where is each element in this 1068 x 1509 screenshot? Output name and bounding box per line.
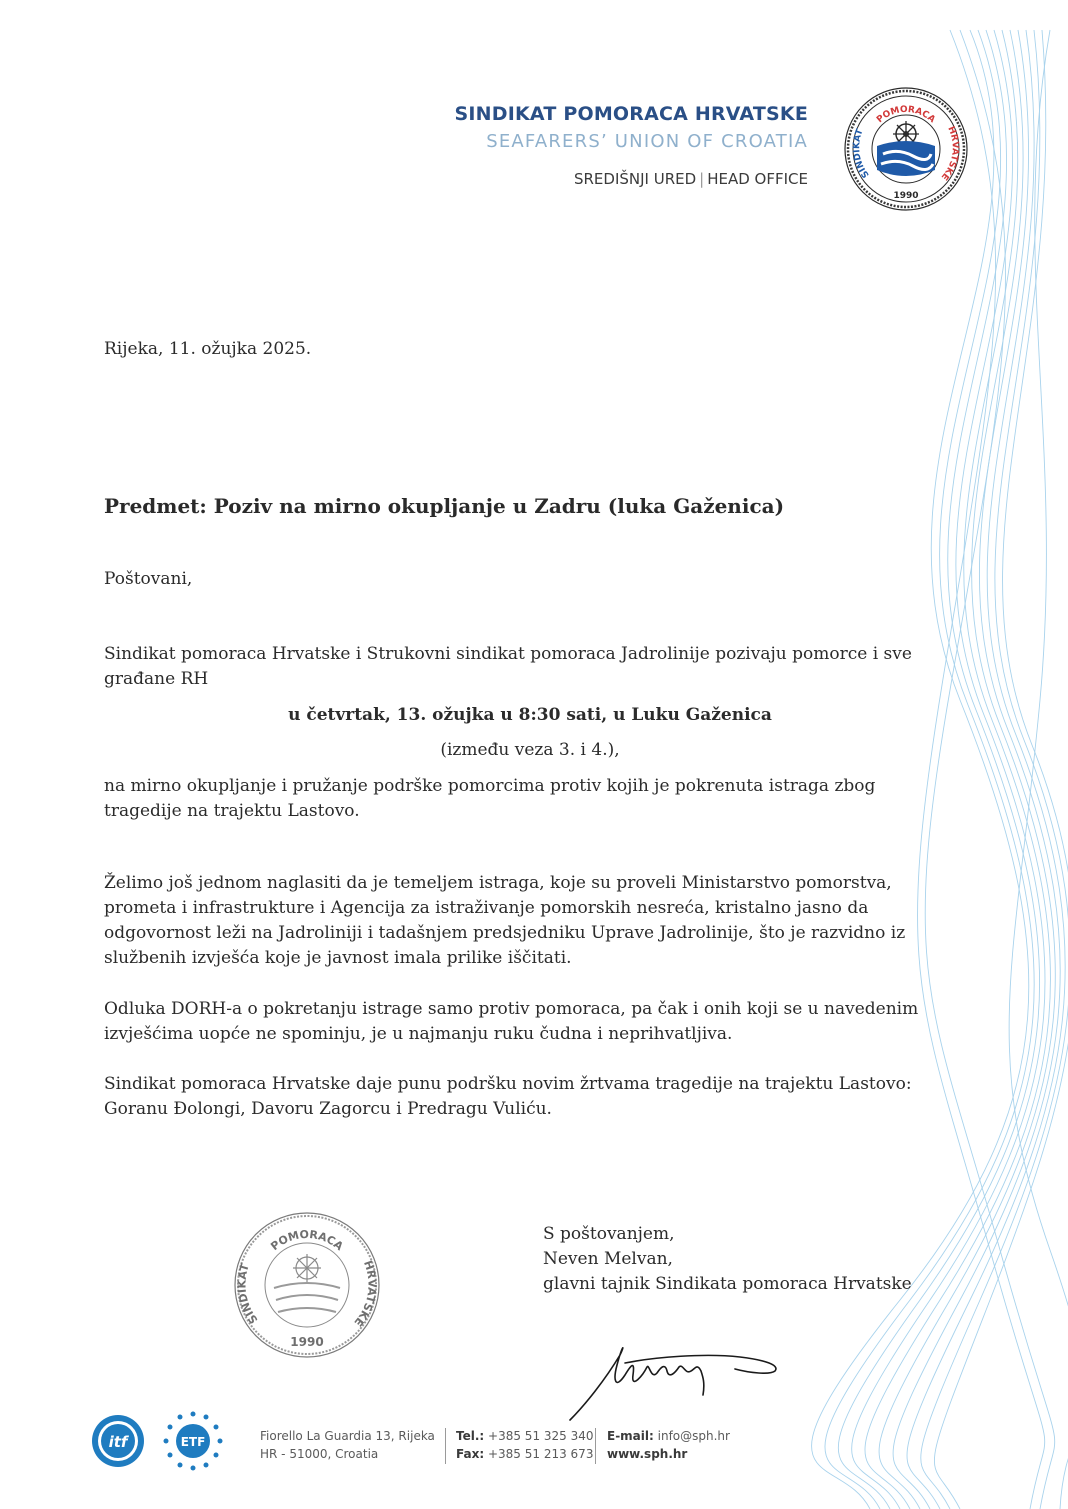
intro-line: građane RH (104, 669, 209, 689)
event-berth: (između veza 3. i 4.), (440, 740, 620, 760)
paragraph-line: službenih izvješća koje je javnost imala prilike iščitati. (104, 948, 572, 968)
signer-name: Neven Melvan, (543, 1249, 673, 1269)
paragraph-line: odgovornost leži na Jadroliniji i tadašnjem predsjedniku Uprave Jadrolinije, što je razvidno iz (104, 923, 906, 943)
office-hr: SREDIŠNJI URED (573, 170, 697, 188)
stamp-right-text: HRVATSKE (351, 1258, 379, 1329)
email-label: E-mail: (607, 1429, 654, 1443)
website-line (607, 1445, 730, 1463)
union-stamp (232, 1210, 382, 1360)
intro-paragraph (104, 642, 912, 692)
footer-phone-fax (456, 1427, 594, 1463)
footer-email-web (607, 1427, 730, 1463)
paragraph-line: izvješćima uopće ne spominju, je u najmanju ruku čudna i neprihvatljiva. (104, 1024, 733, 1044)
footer-address (260, 1427, 435, 1463)
paragraph-line: Odluka DORH-a o pokretanju istrage samo protiv pomoraca, pa čak i onih koji se u navedenim (104, 999, 919, 1019)
phone-line (456, 1427, 594, 1445)
stamp-year: 1990 (290, 1335, 324, 1349)
seal-left-text: SINDIKAT (852, 127, 872, 180)
paragraph-investigation (104, 871, 905, 971)
seal-right-text: HRVATSKE (938, 125, 960, 182)
subject-line: Predmet: Poziv na mirno okupljanje u Zadru (luka Gaženica) (104, 494, 785, 518)
svg-text:POMORACA (268, 1228, 346, 1254)
signer-title: glavni tajnik Sindikata pomoraca Hrvatske (543, 1274, 912, 1294)
website-link[interactable]: www.sph.hr (607, 1447, 688, 1461)
fax-line (456, 1445, 594, 1463)
fax-label: Fax: (456, 1447, 485, 1461)
address-line: HR - 51000, Croatia (260, 1447, 379, 1461)
tel-label: Tel.: (456, 1429, 485, 1443)
paragraph-dorh (104, 997, 918, 1047)
signature-block (543, 1222, 912, 1297)
etf-label: ETF (180, 1435, 206, 1449)
event-time-location: u četvrtak, 13. ožujka u 8:30 sati, u Luku Gaženica (288, 705, 772, 725)
handwritten-signature (565, 1335, 805, 1425)
purpose-line: na mirno okupljanje i pružanje podrške pomorcima protiv kojih je pokrenuta istraga zbog (104, 776, 876, 796)
paragraph-support (104, 1072, 912, 1122)
address-line: Fiorello La Guardia 13, Rijeka (260, 1429, 435, 1443)
fax-value: +385 51 213 673 (487, 1447, 594, 1461)
office-en: HEAD OFFICE (707, 170, 808, 188)
place-date: Rijeka, 11. ožujka 2025. (104, 339, 312, 359)
union-seal-logo (843, 86, 969, 212)
stamp-left-text: SINDIKAT (235, 1262, 261, 1327)
stamp-top-text: POMORACA (268, 1227, 346, 1254)
footer-divider (595, 1428, 596, 1464)
paragraph-line: Sindikat pomoraca Hrvatske daje punu podršku novim žrtvama tragedije na trajektu Lastovo: (104, 1074, 912, 1094)
purpose-paragraph (104, 774, 875, 824)
purpose-line: tragedije na trajektu Lastovo. (104, 801, 360, 821)
tel-value: +385 51 325 340 (488, 1429, 594, 1443)
paragraph-line: Želimo još jednom naglasiti da je temeljem istraga, koje su proveli Ministarstvo pomorstva, (104, 873, 892, 893)
footer-divider (445, 1428, 446, 1464)
office-separator: | (699, 170, 705, 188)
itf-label: itf (108, 1433, 128, 1451)
paragraph-line: Goranu Đolongi, Davoru Zagorcu i Predragu Vuliću. (104, 1099, 552, 1119)
org-name-english: SEAFARERS’ UNION OF CROATIA (486, 131, 808, 152)
email-line (607, 1427, 730, 1445)
closing: S poštovanjem, (543, 1224, 675, 1244)
email-link[interactable]: info@sph.hr (657, 1429, 730, 1443)
paragraph-line: prometa i infrastrukture i Agencija za istraživanje pomorskih nesreća, kristalno jasno da (104, 898, 869, 918)
seal-top-text: POMORACA (875, 104, 937, 126)
seal-year: 1990 (893, 191, 919, 201)
itf-logo (90, 1413, 146, 1469)
etf-logo (160, 1408, 226, 1474)
org-name: SINDIKAT POMORACA HRVATSKE (454, 103, 808, 125)
salutation: Poštovani, (104, 569, 193, 589)
stamp-wheel-icon (293, 1254, 321, 1282)
intro-line: Sindikat pomoraca Hrvatske i Strukovni sindikat pomoraca Jadrolinije pozivaju pomorce i sve (104, 644, 912, 664)
office-label (420, 170, 808, 188)
